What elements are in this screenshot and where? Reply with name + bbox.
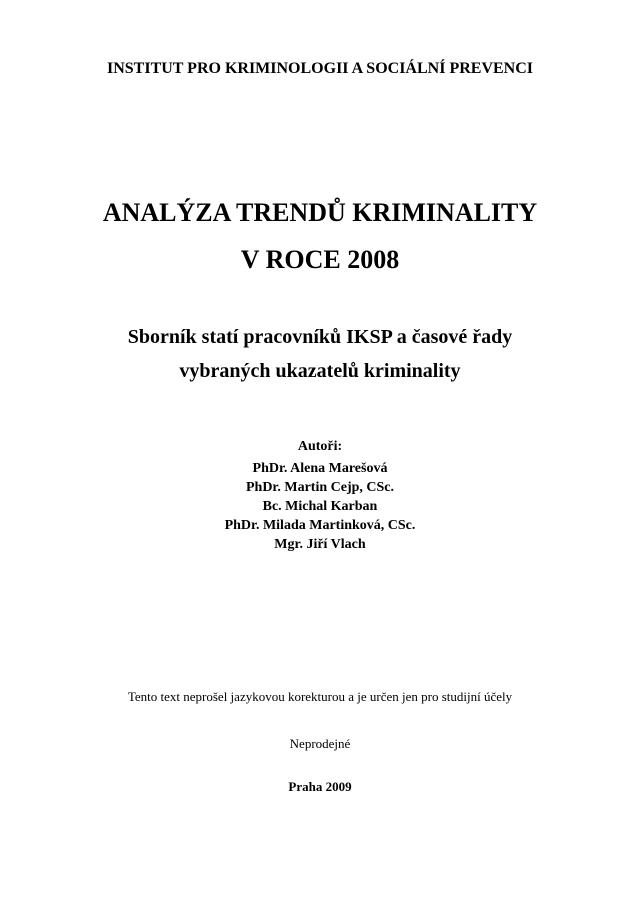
institute-name: INSTITUT PRO KRIMINOLOGII A SOCIÁLNÍ PREVENCI	[106, 60, 533, 77]
author-name: PhDr. Milada Martinková, CSc.	[224, 518, 416, 533]
document-subtitle-line-1: Sborník statí pracovníků IKSP a časové řady	[127, 326, 513, 348]
not-for-sale-note: Neprodejné	[289, 736, 351, 751]
place-and-year: Praha 2009	[288, 779, 352, 794]
author-name: PhDr. Martin Cejp, CSc.	[245, 480, 395, 495]
authors-label: Autoři:	[297, 439, 343, 454]
document-title-line-1: ANALÝZA TRENDŮ KRIMINALITY	[102, 198, 538, 227]
author-name: Mgr. Jiří Vlach	[274, 537, 366, 552]
author-name: Bc. Michal Karban	[262, 499, 378, 514]
author-name: PhDr. Alena Marešová	[252, 461, 388, 476]
authors-list	[0, 459, 640, 554]
proofreading-note: Tento text neprošel jazykovou korekturou a je určen jen pro studijní účely	[127, 689, 513, 704]
document-subtitle-line-2: vybraných ukazatelů kriminality	[179, 360, 461, 382]
document-title-line-2: V ROCE 2008	[240, 245, 400, 274]
